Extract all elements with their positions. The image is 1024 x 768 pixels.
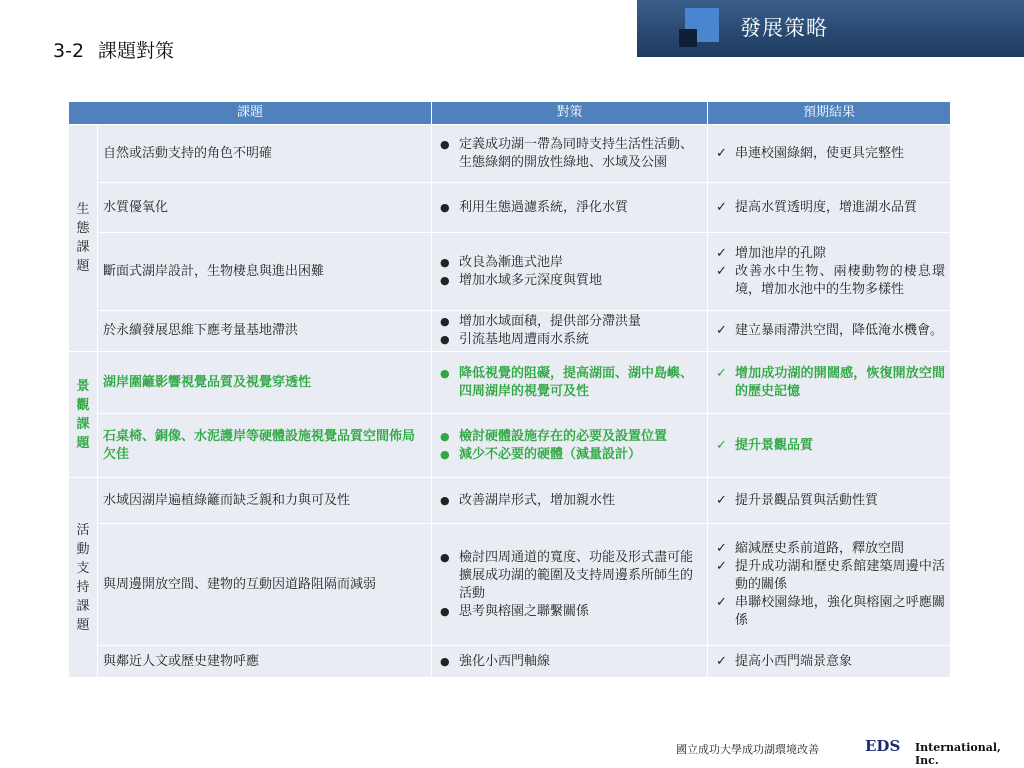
result-cell bbox=[708, 524, 951, 646]
table-row bbox=[69, 524, 951, 646]
result-item: ✓ 增加成功湖的開闊感，恢復開放空間的歷史記憶 bbox=[713, 365, 945, 401]
strategy-item: ● 強化小西門軸線 bbox=[437, 653, 702, 671]
table-row bbox=[69, 646, 951, 678]
strategy-item: ● 增加水域多元深度與質地 bbox=[437, 272, 702, 290]
banner-small-square-icon bbox=[679, 29, 697, 47]
issue-cell: 與鄰近人文或歷史建物呼應 bbox=[98, 646, 432, 678]
strategy-cell bbox=[432, 646, 708, 678]
strategy-item: ● 檢討四周通道的寬度、功能及形式盡可能擴展成功湖的範圍及支持周邊系所師生的活動 bbox=[437, 549, 702, 603]
strategy-cell bbox=[432, 125, 708, 183]
result-item: ✓ 提高小西門端景意象 bbox=[713, 653, 945, 671]
page-title bbox=[53, 36, 174, 63]
strategy-item: ● 增加水域面積，提供部分滯洪量 bbox=[437, 313, 702, 331]
issue-cell: 水質優氧化 bbox=[98, 183, 432, 233]
result-item: ✓ 提升景觀品質 bbox=[713, 437, 945, 455]
section-title-text: 課題對策 bbox=[98, 40, 175, 62]
table-row bbox=[69, 311, 951, 352]
result-item: ✓ 建立暴雨滯洪空間，降低淹水機會。 bbox=[713, 322, 945, 340]
strategy-item: ● 利用生態過濾系統，淨化水質 bbox=[437, 199, 702, 217]
issue-cell: 自然或活動支持的角色不明確 bbox=[98, 125, 432, 183]
result-cell bbox=[708, 478, 951, 524]
category-activity: 活動支持課題 bbox=[69, 478, 98, 678]
table-row bbox=[69, 183, 951, 233]
result-item: ✓ 改善水中生物、兩棲動物的棲息環境，增加水池中的生物多樣性 bbox=[713, 263, 945, 299]
header-issue: 課題 bbox=[69, 102, 432, 125]
result-cell bbox=[708, 125, 951, 183]
strategy-item: ● 減少不必要的硬體（減量設計） bbox=[437, 446, 702, 464]
footer-org-text: 國立成功大學成功湖環境改善 bbox=[676, 743, 819, 756]
strategy-item: ● 降低視覺的阻礙，提高湖面、湖中島嶼、四周湖岸的視覺可及性 bbox=[437, 365, 702, 401]
strategy-cell bbox=[432, 311, 708, 352]
eds-logo: EDS bbox=[865, 737, 901, 755]
strategy-cell bbox=[432, 183, 708, 233]
strategy-cell bbox=[432, 414, 708, 478]
result-cell bbox=[708, 352, 951, 414]
result-item: ✓ 串連校園綠網，使更具完整性 bbox=[713, 145, 945, 163]
issue-cell: 與周邊開放空間、建物的互動因道路阻隔而減弱 bbox=[98, 524, 432, 646]
result-item: ✓ 提升成功湖和歷史系館建築周邊中活動的關係 bbox=[713, 558, 945, 594]
strategy-cell bbox=[432, 524, 708, 646]
issue-cell: 湖岸圍籬影響視覺品質及視覺穿透性 bbox=[98, 352, 432, 414]
table-row bbox=[69, 478, 951, 524]
result-item: ✓ 提高水質透明度，增進湖水品質 bbox=[713, 199, 945, 217]
issue-cell: 石桌椅、銅像、水泥護岸等硬體設施視覺品質空間佈局欠佳 bbox=[98, 414, 432, 478]
table-row bbox=[69, 414, 951, 478]
issue-cell: 斷面式湖岸設計，生物棲息與進出困難 bbox=[98, 233, 432, 311]
strategy-cell bbox=[432, 478, 708, 524]
result-cell bbox=[708, 233, 951, 311]
issue-cell: 於永續發展思維下應考量基地滯洪 bbox=[98, 311, 432, 352]
result-cell bbox=[708, 414, 951, 478]
header-result: 預期結果 bbox=[708, 102, 951, 125]
table-row bbox=[69, 233, 951, 311]
category-ecology: 生態課題 bbox=[69, 125, 98, 352]
result-cell bbox=[708, 646, 951, 678]
strategy-cell bbox=[432, 352, 708, 414]
strategy-item: ● 改良為漸進式池岸 bbox=[437, 254, 702, 272]
result-item: ✓ 縮減歷史系前道路，釋放空間 bbox=[713, 540, 945, 558]
banner-title: 發展策略 bbox=[740, 16, 828, 40]
footer-company: International, Inc. bbox=[915, 741, 1001, 767]
strategy-item: ● 檢討硬體設施存在的必要及設置位置 bbox=[437, 428, 702, 446]
strategy-cell bbox=[432, 233, 708, 311]
section-number: 3-2 bbox=[53, 40, 85, 62]
strategy-item: ● 思考與榕園之聯繫關係 bbox=[437, 603, 702, 621]
strategy-item: ● 定義成功湖一帶為同時支持生活性活動、生態綠網的開放性綠地、水域及公園 bbox=[437, 136, 702, 172]
result-item: ✓ 提升景觀品質與活動性質 bbox=[713, 492, 945, 510]
strategy-item: ● 改善湖岸形式，增加親水性 bbox=[437, 492, 702, 510]
result-cell bbox=[708, 183, 951, 233]
category-landscape: 景觀課題 bbox=[69, 352, 98, 478]
table-row bbox=[69, 352, 951, 414]
table-header-row bbox=[69, 102, 951, 125]
table-row bbox=[69, 125, 951, 183]
result-item: ✓ 增加池岸的孔隙 bbox=[713, 245, 945, 263]
strategy-item: ● 引流基地周遭雨水系統 bbox=[437, 331, 702, 349]
issue-cell: 水域因湖岸遍植綠籬而缺乏親和力與可及性 bbox=[98, 478, 432, 524]
strategy-table bbox=[68, 101, 951, 678]
header-strategy: 對策 bbox=[432, 102, 708, 125]
result-cell bbox=[708, 311, 951, 352]
result-item: ✓ 串聯校園綠地，強化與榕園之呼應關係 bbox=[713, 594, 945, 630]
